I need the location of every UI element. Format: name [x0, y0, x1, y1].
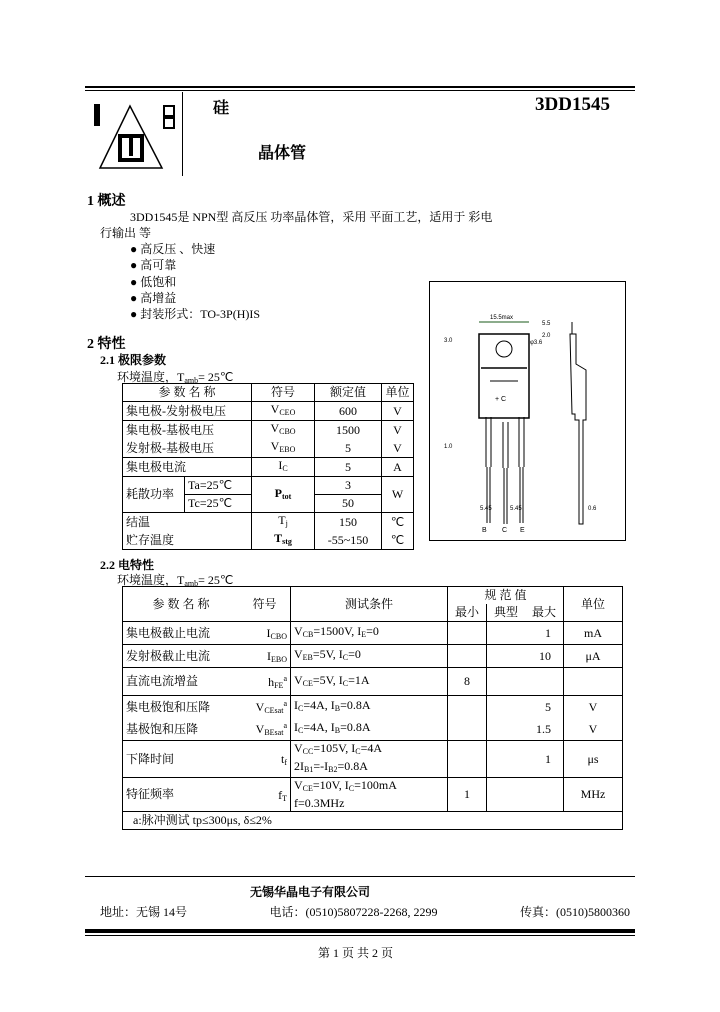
pin-b: B	[482, 527, 487, 534]
footer-rule	[85, 876, 635, 877]
feature-list	[130, 241, 260, 322]
feature-item: ● 封装形式：TO-3P(H)IS	[130, 307, 261, 322]
company-fax: 传真：(0510)5800360	[519, 905, 630, 919]
feature-item: ● 高增益	[130, 290, 177, 305]
header-rule	[85, 86, 635, 88]
table-row: 下降时间 $t_f$ $V_{CC}=105V$, $I_C=4A$ $2I_{B1}=-I_{B2}=0.8A$ 1 μs	[123, 741, 623, 778]
page-number: 第 1 页 共 2 页	[318, 946, 394, 960]
company-name: 无锡华晶电子有限公司	[250, 885, 371, 899]
table2-condition: 环境温度，$T_{amb}=$ 25℃	[117, 573, 234, 588]
company-tel: 电话：(0510)5807228-2268, 2299	[269, 905, 438, 919]
title-a: 硅	[213, 100, 230, 117]
table-header-row: 参 数 名 称 符号 测试条件 规 范 值 单位	[123, 587, 623, 605]
test-condition: $V_{EB}=5V$, $I_C=0$	[291, 645, 448, 668]
header-rule-thin	[85, 90, 635, 91]
dim-left-b: 1.0	[444, 444, 453, 450]
footer-contact-row	[100, 903, 630, 920]
test-condition: $V_{CE}=10V$, $I_C=100mA$ f=0.3MHz	[291, 778, 448, 812]
dim-top-a: 5.5	[542, 321, 551, 327]
electrical-characteristics-table: 参 数 名 称 符号 测试条件 规 范 值 单位 最小 典型 最大 集电极截止电流 $I_{CBO}$ $V_{CB}=1500V$, $I_E=0$ 1 mA 发射极截止电流 $I_{EBO}$ $V_{EB}=5V$, $I_C=0$ 10 μA 直流电流增益 $h_{FE}^a$ $V_{CE}=5V$, $I_C=1A$ 8 集电极饱和压降 $V_{CEsat}^a$ $I_C=4A$, $I_B=0.8A$ 5 V 基极饱和压降 $V_{BEsat}^a$ $I_C=4A$, $I_B=0.8A$ 1.5 V 下降时间 $t_f$ $V_{CC}=105V$, $I_C=4A$ $2I_{B1}=-I_{B2}=0.8A$ 1 μs 特征频率 $f_T$ $V_{CE}=10V$, $I_C=100mA$ f=0.3MHz 1 MHz a:脉冲测试 tp≤300μs, δ≤2%	[122, 586, 623, 830]
absolute-ratings-table	[122, 383, 414, 550]
footer-rule-thin	[85, 935, 635, 936]
table-row: 集电极-基极电压 $V_{CBO}$ 1500 V	[123, 421, 414, 440]
test-condition: $V_{CC}=105V$, $I_C=4A$ $2I_{B1}=-I_{B2}=0.8A$	[291, 741, 448, 778]
overview-line1: 3DD1545是 NPN型 高反压 功率晶体管，采用 平面工艺，适用于 彩电	[130, 210, 493, 224]
table-row: 发射极-基极电压 $V_{EBO}$ 5 V	[123, 439, 414, 458]
table-row: 集电极电流 $I_C$ 5 A	[123, 458, 414, 477]
table-row: 耗散功率 Ta=25℃ $P_{tot}$ 3 W	[123, 477, 414, 495]
table1-condition: 环境温度，$T_{amb}=$ 25℃	[117, 370, 234, 385]
test-condition: $I_C=4A$, $I_B=0.8A$	[291, 718, 448, 741]
table2-footnote: a:脉冲测试 tp≤300μs, δ≤2%	[123, 812, 623, 830]
company-address: 地址：无锡 14号	[100, 905, 188, 919]
part-number: 3DD1545	[535, 94, 610, 115]
dim-width: 15.5max	[490, 315, 514, 321]
footer-rule-thick	[85, 929, 635, 933]
test-condition: $V_{CE}=5V$, $I_C=1A$	[291, 668, 448, 696]
feature-item: ● 高可靠	[130, 258, 177, 273]
table-row: 集电极-发射极电压 $V_{CEO}$ 600 V	[123, 402, 414, 421]
header-divider	[182, 92, 183, 176]
pin-e: E	[520, 527, 525, 534]
table-row: 结温 $T_j$ 150 ℃	[123, 513, 414, 532]
table-row: 直流电流增益 $h_{FE}^a$ $V_{CE}=5V$, $I_C=1A$ 8	[123, 668, 623, 696]
dim-pitch-b: 5.45	[510, 506, 522, 512]
section2-2-heading: 2.2 电特性	[100, 558, 155, 572]
table-header-row: 参 数 名 称 符号 额定值 单位	[123, 384, 414, 402]
feature-item: ● 高反压 、快速	[130, 242, 216, 256]
dim-hole: φ3.6	[530, 340, 543, 346]
overview-line2: 行输出 等	[100, 226, 152, 240]
section2-heading: 2 特性	[87, 337, 126, 352]
dim-pitch-a: 5.45	[480, 506, 492, 512]
dim-lead: 0.6	[588, 506, 597, 512]
dim-left-a: 3.0	[444, 338, 453, 344]
table2-footnote-row	[123, 812, 623, 830]
title-b: 晶体管	[258, 145, 307, 162]
company-logo	[92, 98, 188, 174]
table-row: 基极饱和压降 $V_{BEsat}^a$ $I_C=4A$, $I_B=0.8A$ 1.5 V	[123, 718, 623, 741]
test-condition: $I_C=4A$, $I_B=0.8A$	[291, 696, 448, 719]
table-row: 特征频率 $f_T$ $V_{CE}=10V$, $I_C=100mA$ f=0.3MHz 1 MHz	[123, 778, 623, 812]
table-row: 集电极饱和压降 $V_{CEsat}^a$ $I_C=4A$, $I_B=0.8A$ 5 V	[123, 696, 623, 719]
test-condition: $V_{CB}=1500V$, $I_E=0$	[291, 622, 448, 645]
package-drawing	[429, 281, 626, 541]
feature-item: ● 低饱和	[130, 274, 177, 289]
section2-1-heading: 2.1 极限参数	[100, 353, 167, 367]
table-row: 贮存温度 $T_{stg}$ -55~150 ℃	[123, 531, 414, 550]
table-row: 发射极截止电流 $I_{EBO}$ $V_{EB}=5V$, $I_C=0$ 10 μA	[123, 645, 623, 668]
section1-heading: 1 概述	[87, 194, 126, 209]
table-row: 集电极截止电流 $I_{CBO}$ $V_{CB}=1500V$, $I_E=0$ 1 mA	[123, 622, 623, 645]
svg-text:+ C: + C	[495, 396, 507, 403]
table-row: Tc=25℃ 50	[123, 495, 414, 513]
dim-top-b: 2.0	[542, 333, 551, 339]
pin-c: C	[502, 527, 508, 534]
